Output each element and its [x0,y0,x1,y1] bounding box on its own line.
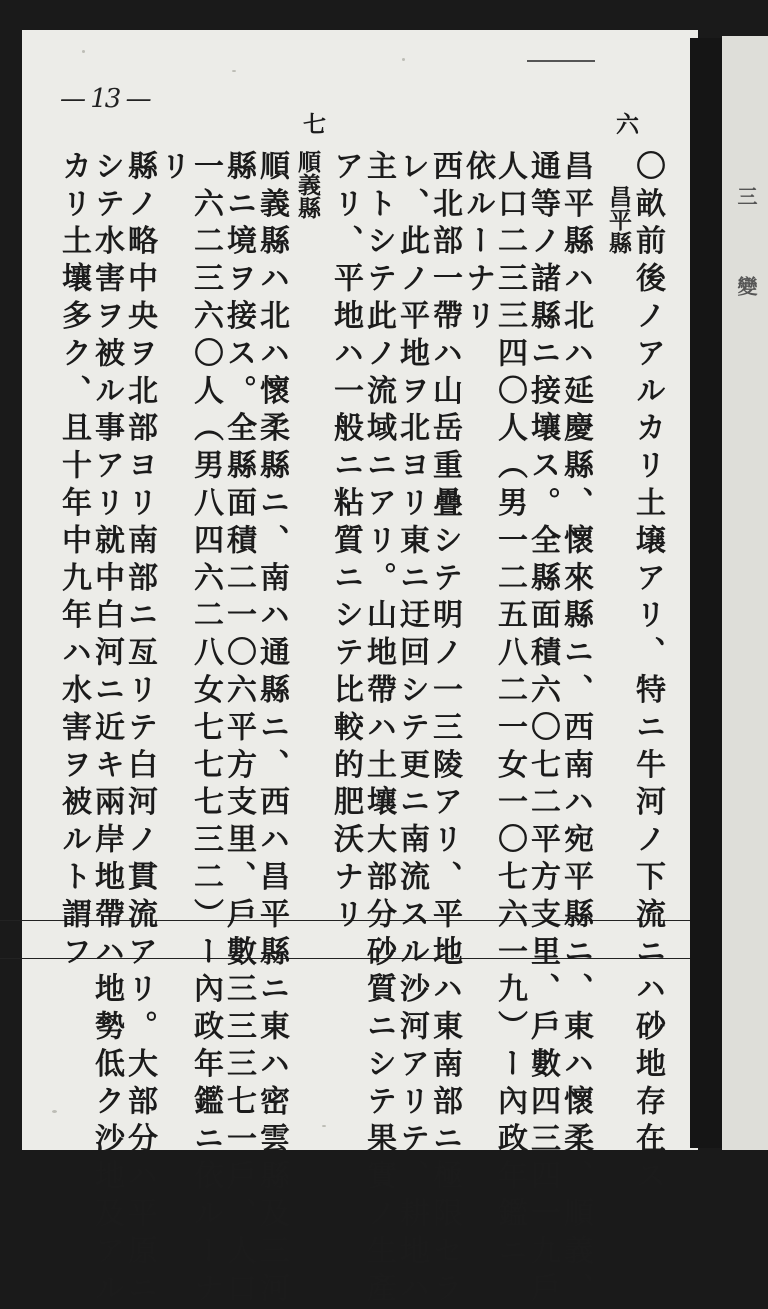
text-column-8: レ、此ノ平地ヲ北ヨリ東ニ迂回シテ更ニ南流スル沙河アリテ、耕地ハ [394,150,429,1309]
text-column-7: 西北部一帶ハ山岳重疊シテ明ノ一三陵アリ、平地ハ東南部ニ極限セラ [427,150,462,1309]
text-column-10: アリ、平地ハ一般ニ粘質ニシテ比較的肥沃ナリ [328,150,363,936]
book-spine [690,38,722,1148]
text-column-16: 縣ノ略中央ヲ北部ヨリ南部ニ亙リテ白河ノ貫流アリ。大部分ハ平原ニ [122,150,157,1309]
section-number-7: 七 [299,112,326,135]
page-number: — 13 — [60,84,150,114]
text-column-9: 主トシテ此ノ流域ニアリ。山地帶ハ土壤大部分砂質ニシテ果實ノ生產 [361,150,396,1309]
section-number-6: 六 [612,112,639,135]
adjacent-page-ghost-mark: 變 [734,276,758,304]
section-heading-changping: 昌平縣 [605,185,632,254]
text-column-5: 人口二三三四〇人（男一二五八二一女一〇七六一九）ー內政年鑑ニ [492,150,527,1272]
text-column-1: 〇畝前後ノアルカリ土壌アリ、特ニ牛河ノ下流ニハ砂地存在ス [630,150,665,1198]
adjacent-page [722,36,768,1150]
text-column-17: シテ水害ヲ被ル事アリ就中白河ニ近キ兩岸地帶ハ地勢低ク沙地及アル [89,150,124,1309]
paper-speckle [322,1125,326,1127]
text-column-12: 順義縣ハ北ハ懷柔縣ニ、南ハ通縣ニ、西ハ昌平縣ニ東ハ密雲縣及三河 [254,150,289,1309]
text-column-15: リ [155,150,190,188]
text-column-18: カリ土壤多ク、且十年中九年ハ水害ヲ被ルト謂フ [56,150,91,973]
section-heading-shunyi: 順義縣 [294,150,321,219]
text-column-14: 一六二三六〇人（男八四六二八女七七七三二）ー內政年鑑ニ依ルーナ [188,150,223,1309]
text-column-4: 通等ノ諸縣ニ接壤ス。全縣面積六〇七二平方支里、戶數四三四一九戶 [525,150,560,1309]
paper-speckle [52,1110,57,1113]
text-column-13: 縣ニ境ヲ接ス。全縣面積二一〇六平方支里、戶數三三三七一戶、人口 [221,150,256,1309]
paper-speckle [402,58,405,61]
text-column-3: 昌平縣ハ北ハ延慶縣、懷來縣ニ、西南ハ宛平縣ニ、東ハ懷柔、順義、 [558,150,593,1309]
paper-speckle [82,50,85,53]
adjacent-page-ghost-mark: 三 [734,186,758,214]
paper-speckle [232,70,236,72]
text-column-6: 依ルーナリ [460,150,495,337]
page-edge-mark [527,60,595,62]
